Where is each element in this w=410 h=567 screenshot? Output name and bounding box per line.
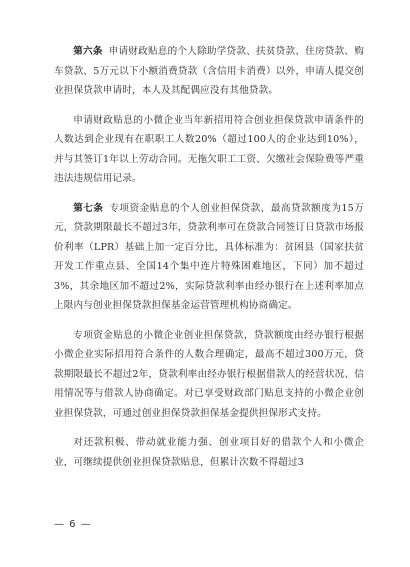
paragraph-text: 专项资金贴息的个人创业担保贷款，最高贷款额度为15万元，贷款期限最长不超过3年，贷款利率可在贷款合同签订日贷款市场报价利率（LPR）基础上加一定百分比，具体标准为：贫困县（国家扶贫开发工作重点县、全国14个集中连片特殊困难地区，下同）加不超过3%，其余地区加不超过2%，实际贷款利率由经办银行在上述利率加点上限内与创业担保贷款担保基金运营管理机构协商确定。 [54, 202, 365, 311]
paragraph-text: 专项资金贴息的小微企业创业担保贷款，贷款额度由经办银行根据小微企业实际招用符合条件的人数合理确定，最高不超过300万元，贷款期限最长不超过2年，贷款利率由经办银行根据借款人的经营状况、信用情况等与借款人协商确定。对已享受财政部门贴息支持的小微企业创业担保贷款，可通过创业担保贷款担保基金提供担保形式支持。 [54, 329, 364, 419]
paragraph-text: 对还款积极、带动就业能力强、创业项目好的借款个人和小微企业，可继续提供创业担保贷款贴息，但累计次数不得超过3 [54, 437, 364, 468]
paragraph-article-6-continued [54, 111, 364, 189]
page-number: — 6 — [54, 519, 92, 530]
paragraph-text: 申请财政贴息的小微企业当年新招用符合创业担保贷款申请条件的人数达到企业现有在职职工人数20%（超过100人的企业达到10%），并与其签订1年以上劳动合同。无拖欠职工工资、欠缴社会保险费等严重违法违规信用记录。 [54, 114, 364, 184]
article-label: 第六条 [73, 46, 103, 57]
paragraph-article-7 [54, 199, 364, 316]
article-label: 第七条 [73, 202, 104, 214]
document-body [54, 42, 364, 482]
paragraph-article-6 [54, 42, 364, 101]
paragraph-text: 申请财政贴息的个人除助学贷款、扶贫贷款、住房贷款、购车贷款、5万元以下小额消费贷款（含信用卡消费）以外，申请人提交创业担保贷款申请时，本人及其配偶应没有其他贷款。 [54, 46, 365, 96]
paragraph-article-7-continued [54, 326, 364, 424]
paragraph-article-7-tail [54, 433, 364, 472]
